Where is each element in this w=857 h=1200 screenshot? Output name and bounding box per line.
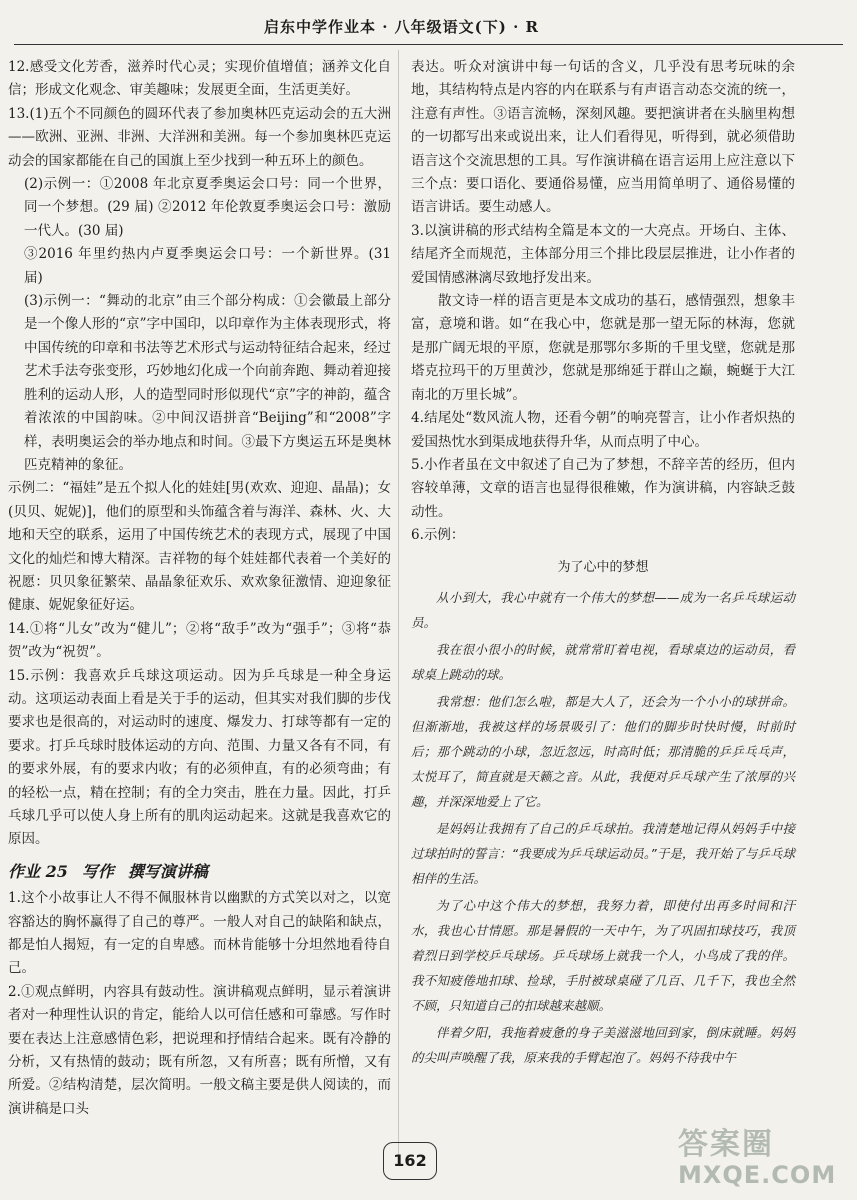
answer-s4: 4.结尾处“数风流人物，还看今朝”的响亮誓言，让小作者炽热的爱国热忱水到渠成地获得升华，从而点明了中心。 bbox=[411, 410, 795, 450]
right-column bbox=[411, 56, 795, 1072]
essay-paragraph: 我常想：他们怎么啦，都是大人了，还会为一个小小的球拼命。但渐渐地，我被这样的场景吸引了：他们的脚步时快时慢，时前时后；那个跳动的小球，忽近忽远，时高时低；那清脆的乒乒乓乓声，太悦耳了，简直就是天籁之音。从此，我便对乒乓球产生了浓厚的兴趣，并深深地爱上了它。 bbox=[411, 693, 795, 809]
answer-s5: 5.小作者虽在文中叙述了自己为了梦想，不辞辛苦的经历，但内容较单薄，文章的语言也显得很稚嫩，作为演讲稿，内容缺乏鼓动性。 bbox=[411, 456, 795, 520]
section-category: 写作 bbox=[81, 861, 114, 881]
header-title: 启东中学作业本 · 八年级语文(下) · R bbox=[264, 18, 539, 36]
column-divider bbox=[398, 50, 399, 1158]
answer-12: 12.感受文化芳香，滋养时代心灵；实现价值增值；涵养文化自信；形成文化观念、审美趣味；发展更全面，生活更美好。 bbox=[8, 59, 391, 99]
page-header bbox=[0, 0, 857, 48]
essay-paragraph: 我在很小很小的时候，就常常盯着电视，看球桌边的运动员，看球桌上跳动的球。 bbox=[411, 641, 795, 682]
section-title: 撰写演讲稿 bbox=[127, 861, 208, 881]
essay-paragraph: 从小到大，我心中就有一个伟大的梦想——成为一名乒乓球运动员。 bbox=[411, 589, 795, 630]
answer-s3-b: 散文诗一样的语言更是本文成功的基石，感情强烈，想象丰富，意境和谐。如“在我心中，您就是那一望无际的林海，您就是那广阔无垠的平原，您就是那鄂尔多斯的千里戈壁，您就是那塔克拉玛干的万里黄沙，您就是那绵延于群山之巅，蜿蜒于大江南北的万里长城”。 bbox=[411, 293, 795, 403]
answer-s1: 1.这个小故事让人不得不佩服林肯以幽默的方式笑以对之，以宽容豁达的胸怀赢得了自己的尊严。一般人对自己的缺陷和缺点，都是怕人揭短，有一定的自卑感。而林肯能够十分坦然地看待自己。 bbox=[8, 890, 391, 977]
essay-title: 为了心中的梦想 bbox=[557, 559, 649, 575]
answer-13-2b: ③2016 年里约热内卢夏季奥运会口号：一个新世界。(31 届) bbox=[24, 246, 391, 286]
answer-s3: 3.以演讲稿的形式结构全篇是本文的一大亮点。开场白、主体、结尾齐全而规范，主体部分用三个排比段层层推进，让小作者的爱国情感淋漓尽致地抒发出来。 bbox=[411, 222, 795, 286]
answer-s6: 6.示例： bbox=[411, 527, 465, 544]
answer-13-1: 13.(1)五个不同颜色的圆环代表了参加奥林匹克运动会的五大洲——欧洲、亚洲、非洲、大洋洲和美洲。每一个参加奥林匹克运动会的国家都能在自己的国旗上至少找到一种五环上的颜色。 bbox=[8, 105, 391, 169]
watermark-logo bbox=[678, 1128, 846, 1192]
answer-15: 15.示例：我喜欢乒乓球这项运动。因为乒乓球是一种全身运动。这项运动表面上看是关于手的运动，但其实对我们脚的步伐要求也是很高的，对运动时的速度、爆发力、打球等都有一定的要求。打乒乓球时肢体运动的方向、范围、力量又各有不同，有的要求外展，有的要求内收；有的必须伸直，有的必须弯曲；有的轻松一点，精在控制；有的全力突击，胜在力量。因此，打乒乓球几乎可以使人身上所有的肌肉运动起来。这就是我喜欢它的原因。 bbox=[8, 667, 391, 848]
watermark-text-cn: 答案圈 bbox=[678, 1127, 774, 1162]
answer-14: 14.①将“儿女”改为“健儿”；②将“敌手”改为“强手”；③将“恭贺”改为“祝贺”。 bbox=[8, 620, 391, 661]
essay-paragraph: 为了心中这个伟大的梦想，我努力着，即使付出再多时间和汗水，我也心甘情愿。那是暑假的一天中午，为了巩固扣球技巧，我顶着烈日到学校乒乓球场。乒乓球场上就我一个人，小鸟成了我的伴。我不知疲倦地扣球、捡球，手肘被球桌碰了几百、几千下，我也全然不顾，只知道自己的扣球越来越顺。 bbox=[411, 897, 795, 1013]
page-number: 162 bbox=[383, 1142, 437, 1180]
answer-s2-continued: 表达。听众对演讲中每一句话的含义，几乎没有思考玩味的余地，其结构特点是内容的内在联系与有声语言动态交流的统一，注意有声性。③语言流畅，深刻风趣。要把演讲者在头脑里构想的一切都写出来或说出来，让人们看得见，听得到，就必须借助语言这个交流思想的工具。写作演讲稿在语言运用上应注意以下三个点：要口语化、要通俗易懂，应当用简单明了、通俗易懂的语言讲话。要生动感人。 bbox=[411, 59, 795, 216]
essay-paragraph: 是妈妈让我拥有了自己的乒乓球拍。我清楚地记得从妈妈手中接过球拍时的誓言：“我要成为乒乓球运动员。”于是，我开始了与乒乓球相伴的生活。 bbox=[411, 820, 795, 886]
answer-13-example2: 示例二：“福娃”是五个拟人化的娃娃[男(欢欢、迎迎、晶晶)；女(贝贝、妮妮)]，他们的原型和头饰蕴含着与海洋、森林、火、大地和天空的联系，运用了中国传统艺术的表现方式，展现了中国文化的灿烂和博大精深。吉祥物的每个娃娃都代表着一个美好的祝愿：贝贝象征繁荣、晶晶象征欢乐、欢欢象征激情、迎迎象征健康、妮妮象征好运。 bbox=[8, 480, 391, 614]
essay-paragraph: 伴着夕阳，我拖着疲惫的身子美滋滋地回到家，倒床就睡。妈妈的尖叫声唤醒了我，原来我的手臂起泡了。妈妈不待我中午 bbox=[411, 1024, 795, 1065]
essay-body bbox=[411, 585, 795, 1070]
answer-s2: 2.①观点鲜明，内容具有鼓动性。演讲稿观点鲜明，显示着演讲者对一种理性认识的肯定，能给人以可信任感和可靠感。写作时要在表达上注意感情色彩，把说理和抒情结合起来。既有冷静的分析，又有热情的鼓动；既有所忽，又有所喜；既有所憎，又有所爱。②结构清楚，层次简明。一般文稿主要是供人阅读的，而演讲稿是口头 bbox=[8, 983, 391, 1117]
watermark-text-en: MXQE.COM bbox=[678, 1161, 837, 1189]
section-number: 作业 25 bbox=[8, 861, 68, 881]
answer-13-3: (3)示例一：“舞动的北京”由三个部分构成：①会徽最上部分是一个像人形的“京”字中国印，以印章作为主体表现形式，将中国传统的印章和书法等艺术形式与运动特征结合起来，经过艺术手法夸张变形，巧妙地幻化成一个向前奔跑、舞动着迎接胜利的运动人形，人的造型同时形似现代“京”字的神韵，蕴含着浓浓的中国韵味。②中间汉语拼音“Beijing”和“2008”字样，表明奥运会的举办地点和时间。③最下方奥运五环是奥林匹克精神的象征。 bbox=[24, 293, 391, 473]
header-rule bbox=[14, 44, 843, 45]
answer-13-2a: (2)示例一：①2008 年北京夏季奥运会口号：同一个世界，同一个梦想。(29 届) ②2012 年伦敦夏季奥运会口号：激励一代人。(30 届) bbox=[24, 176, 391, 239]
section-heading bbox=[8, 860, 391, 883]
left-column bbox=[8, 56, 391, 1121]
